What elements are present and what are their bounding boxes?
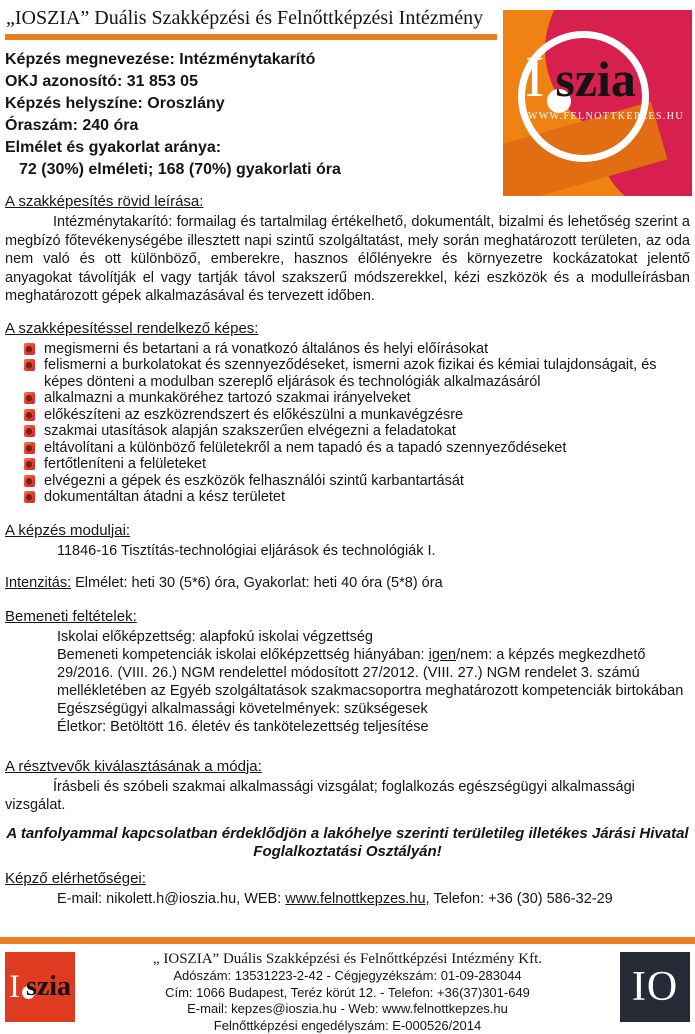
- module-item: 11846-16 Tisztítás-technológiai eljárások és technológiák I.: [5, 542, 690, 560]
- page-title: „IOSZIA” Duális Szakképzési és Felnőttképzési Intézmény: [6, 7, 690, 30]
- list-item-text: elvégezni a gépek és eszközök felhasználói szintű karbantartását: [44, 473, 464, 490]
- section-selection-heading: A résztvevők kiválasztásának a módja:: [5, 758, 690, 776]
- course-okj-line: OKJ azonosító: 31 853 05: [5, 71, 500, 93]
- footer-address-line: Cím: 1066 Budapest, Teréz körút 12. - Telefon: +36(37)301-649: [0, 985, 695, 1002]
- list-item: [24, 357, 690, 390]
- bullet-logo-icon: [24, 491, 35, 503]
- course-info-block: [5, 49, 500, 181]
- bullet-logo-icon: [24, 343, 35, 355]
- bullet-logo-icon: [24, 442, 35, 454]
- document-page: [0, 7, 695, 1031]
- bullet-logo-icon: [24, 458, 35, 470]
- contact-web-label: , WEB:: [236, 891, 285, 907]
- course-name-line: Képzés megnevezése: Intézménytakarító: [5, 49, 500, 71]
- footer-divider: [0, 937, 695, 944]
- footer-company-name: „ IOSZIA” Duális Szakképzési és Felnőttképzési Intézmény Kft.: [0, 950, 695, 968]
- contact-email: nikolett.h@ioszia.hu: [106, 891, 236, 907]
- bullet-logo-icon: [24, 409, 35, 421]
- document-footer: [0, 937, 695, 1031]
- list-item-text: előkészíteni az eszközrendszert és előkészülni a munkavégzésre: [44, 407, 463, 424]
- list-item: [24, 390, 690, 407]
- list-item-text: szakmai utasítások alapján szakszerűen elvégezni a feladatokat: [44, 423, 456, 440]
- contact-line: [5, 890, 690, 908]
- intensity-label: Intenzitás:: [5, 575, 71, 591]
- contact-phone: +36 (30) 586-32-29: [488, 891, 613, 907]
- list-item: [24, 440, 690, 457]
- footer-email-line: E-mail: kepzes@ioszia.hu - Web: www.felnottkepzes.hu: [0, 1001, 695, 1018]
- bullet-logo-icon: [24, 392, 35, 404]
- footer-text-block: [0, 944, 695, 1034]
- footer-ioszia-logo: [5, 952, 75, 1022]
- header-divider: [5, 34, 497, 40]
- list-item-text: megismerni és betartani a rá vonatkozó általános és helyi előírásokat: [44, 341, 488, 358]
- section-description-heading: A szakképesítés rövid leírása:: [5, 193, 690, 211]
- section-entry-heading: Bemeneti feltételek:: [5, 608, 690, 626]
- list-item: [24, 341, 690, 358]
- list-item: [24, 456, 690, 473]
- entry-requirements-block: [5, 628, 690, 736]
- course-location-line: Képzés helyszíne: Oroszlány: [5, 93, 500, 115]
- list-item-text: dokumentáltan átadni a kész területet: [44, 489, 285, 506]
- footer-logo-letters-szia: szia: [26, 973, 71, 1001]
- list-item-text: fertőtleníteni a felületeket: [44, 456, 206, 473]
- ioszia-logo: [503, 10, 692, 196]
- footer-logo-letter-i: I: [9, 971, 20, 1004]
- bullet-logo-icon: [24, 425, 35, 437]
- contact-web-link[interactable]: www.felnottkepzes.hu,: [285, 891, 429, 907]
- description-paragraph: Intézménytakarító: formailag és tartalmilag értékelhető, dokumentált, bizalmi és lehetőség szerint a megbízó főtevékenységébe illesztett napi szintű szolgáltatást, mely során meghatározott területen, az oda nem való és ott különböző, emberekre, hasznos élőlényekre és környezetre kockázatokat jelentő anyagokat távolítják el vagy tartják távol szakszerű módszerekkel, kézi eszközök és a modulleírásban meghatározott gépek alkalmazásával és tervezett időben.: [5, 213, 690, 306]
- entry-competencies-line: [57, 646, 690, 700]
- intensity-value: Elmélet: heti 30 (5*6) óra, Gyakorlat: heti 40 óra (5*8) óra: [71, 575, 443, 591]
- capabilities-list: [5, 341, 690, 506]
- course-ratio-label: Elmélet és gyakorlat aránya:: [5, 137, 500, 159]
- entry-competencies-pre: Bemeneti kompetenciák iskolai előképzettség hiányában:: [57, 647, 429, 663]
- footer-io-logo: [620, 952, 690, 1022]
- logo-letters-szia: szia: [555, 54, 636, 104]
- list-item-text: felismerni a burkolatokat és szennyeződéseket, ismerni azok fizikai és kémiai tulajdonságait, és képes dönteni a modulban szereplő eljárások és technológiák alkalmazásáról: [44, 357, 690, 390]
- contact-phone-label: Telefon:: [430, 891, 489, 907]
- entry-health-line: Egészségügyi alkalmassági követelmények: szükségesek: [57, 700, 690, 718]
- section-capabilities-heading: A szakképesítéssel rendelkező képes:: [5, 320, 690, 338]
- bullet-logo-icon: [24, 359, 35, 371]
- contact-email-label: E-mail:: [57, 891, 106, 907]
- list-item-text: eltávolítani a különböző felületekről a nem tapadó és a tapadó szennyeződéseket: [44, 440, 566, 457]
- logo-letter-i: I: [525, 48, 544, 106]
- footer-io-letters: IO: [632, 963, 678, 1011]
- intensity-line: [5, 574, 690, 592]
- section-modules-heading: A képzés moduljai:: [5, 522, 690, 540]
- footer-license-line: Felnőttképzési engedélyszám: E-000526/2014: [0, 1018, 695, 1034]
- list-item-text: alkalmazni a munkaköréhez tartozó szakmai irányelveket: [44, 390, 411, 407]
- section-contact-heading: Képző elérhetőségei:: [5, 870, 690, 888]
- list-item: [24, 407, 690, 424]
- logo-website-text: WWW.FELNOTTKEPZES.HU: [528, 111, 684, 122]
- list-item: [24, 473, 690, 490]
- document-header: [5, 7, 690, 40]
- entry-school-line: Iskolai előképzettség: alapfokú iskolai végzettség: [57, 628, 690, 646]
- logo-wordmark: [525, 48, 636, 106]
- footer-tax-line: Adószám: 13531223-2-42 - Cégjegyzékszám: 01-09-283044: [0, 968, 695, 985]
- notice-text: A tanfolyammal kapcsolatban érdeklődjön a lakóhelye szerinti területileg illetékes Járási Hivatal Foglalkoztatási Osztályán!: [5, 825, 690, 862]
- course-ratio-value: 72 (30%) elméleti; 168 (70%) gyakorlati óra: [5, 159, 500, 181]
- entry-age-line: Életkor: Betöltött 16. életév és tankötelezettség teljesítése: [57, 718, 690, 736]
- entry-competencies-post: /nem: a képzés megkezdhető 29/2016. (VIII. 26.) NGM rendelettel módosított 27/2012. (VIII. 27.) NGM rendelet 3. számú mellékletében az Egyéb szolgáltatások szakmacsoportra meghatározott kompetenciák birtokában: [57, 647, 683, 699]
- entry-competencies-yes: igen: [429, 647, 456, 663]
- list-item: [24, 489, 690, 506]
- course-hours-line: Óraszám: 240 óra: [5, 115, 500, 137]
- bullet-logo-icon: [24, 475, 35, 487]
- selection-paragraph: Írásbeli és szóbeli szakmai alkalmassági vizsgálat; foglalkozás egészségügyi alkalmassági vizsgálat.: [5, 778, 690, 815]
- list-item: [24, 423, 690, 440]
